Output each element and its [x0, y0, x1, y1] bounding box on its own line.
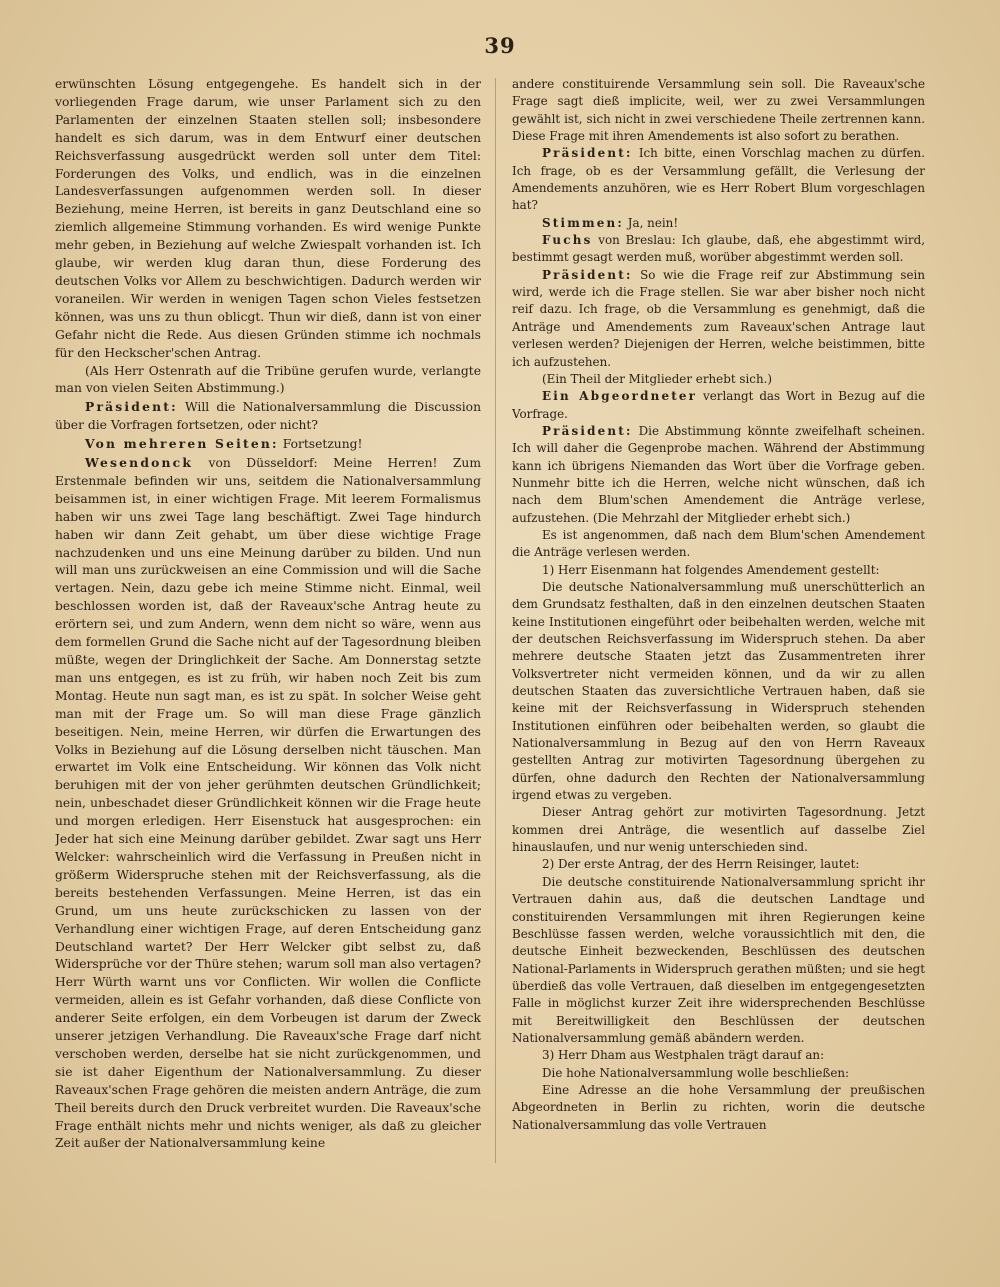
right-p-1	[512, 145, 925, 214]
speaker-name: Fuchs	[542, 233, 593, 248]
left-p-3	[55, 435, 481, 454]
speaker-name: Präsident:	[85, 399, 178, 415]
paragraph-text: So wie die Frage reif zur Abstimmung sein wird, werde ich die Frage stellen. Sie war aber bisher noch nicht reif dazu. Ich frage, ob die Versammlung es genehmigt, daß die Anträge und Amendements zum Raveaux'schen Antrage laut verlesen werden? Diejenigen der Herren, welche beistimmen, bitte ich aufzustehen.	[512, 267, 925, 369]
right-p-11	[512, 804, 925, 856]
paragraph-text: (Als Herr Ostenrath auf die Tribüne gerufen wurde, verlangte man von vielen Seiten Abstimmung.)	[55, 363, 481, 396]
paragraph-text: verlangt das Wort in Bezug auf die Vorfrage.	[512, 389, 925, 421]
column-divider	[495, 78, 496, 1163]
paragraph-text: (Ein Theil der Mitglieder erhebt sich.)	[542, 371, 773, 386]
right-p-2	[512, 215, 925, 232]
right-p-15	[512, 1065, 925, 1082]
right-p-13	[512, 874, 925, 1047]
right-p-16	[512, 1082, 925, 1134]
speaker-name: Ein Abgeordneter	[542, 389, 698, 404]
speaker-name: Wesendonck	[85, 455, 194, 471]
paragraph-text: Die hohe Nationalversammlung wolle beschließen:	[542, 1065, 850, 1080]
right-p-10	[512, 579, 925, 804]
left-p-2	[55, 398, 481, 435]
right-p-6	[512, 388, 925, 423]
speaker-name: Präsident:	[542, 267, 633, 282]
left-p-0	[55, 76, 481, 363]
paragraph-text: Will die Nationalversammlung die Discussion über die Vorfragen fortsetzen, oder nicht?	[55, 400, 481, 433]
speaker-name: Präsident:	[542, 423, 633, 438]
paragraph-text: Die Abstimmung könnte zweifelhaft scheinen. Ich will daher die Gegenprobe machen. Während der Abstimmung kann ich übrigens Niemanden das Wort über die Vorfrage geben. Nunmehr bitte ich die Herren, welche nicht wünschen, daß ich nach dem Blum'schen Amendement die Anträge verlese, aufzustehen. (Die Mehrzahl der Mitglieder erhebt sich.)	[512, 423, 925, 525]
paragraph-text: Es ist angenommen, daß nach dem Blum'schen Amendement die Anträge verlesen werden.	[512, 527, 925, 560]
right-p-3	[512, 232, 925, 267]
paragraph-text: 1) Herr Eisenmann hat folgendes Amendement gestellt:	[542, 562, 880, 577]
right-p-14	[512, 1047, 925, 1064]
speaker-name: Von mehreren Seiten:	[85, 436, 279, 452]
paragraph-text: von Düsseldorf: Meine Herren! Zum Erstenmale befinden wir uns, seitdem die Nationalversammlung beisammen ist, in einer wichtigen Frage. Mit leerem Formalismus haben wir uns zwei Tage lang beschäftigt. Zwei Tage hindurch haben wir dann Zeit gehabt, um über diese wichtige Frage nachzudenken und uns eine Meinung darüber zu bilden. Und nun will man uns zurückweisen an eine Commission und will die Sache vertagen. Nein, dazu gebe ich meine Stimme nicht. Einmal, weil beschlossen worden ist, daß der Raveaux'sche Antrag heute zu erörtern sei, und zum Andern, wenn dem nicht so wäre, wenn aus dem formellen Grund die Sache nicht auf der Tagesordnung bleiben müßte, wegen der Dringlichkeit der Sache. Am Donnerstag setzte man uns entgegen, es ist zu früh, wir haben noch Zeit bis zum Montag. Heute nun sagt man, es ist zu spät. In solcher Weise geht man mit der Frage um. So will man diese Frage gänzlich beseitigen. Nein, meine Herren, wir dürfen die Erwartungen des Volks in Beziehung auf die Lösung derselben nicht täuschen. Man erwartet im Volk eine Entscheidung. Wir können das Volk nicht beruhigen mit der von jeher gerühmten deutschen Gründlichkeit; nein, unbeschadet dieser Gründlichkeit können wir die Frage heute und morgen erledigen. Herr Eisenstuck hat ausgesprochen: ein Jeder hat sich eine Meinung darüber gebildet. Zwar sagt uns Herr Welcker: wahrscheinlich wird die Verfassung in Preußen nicht in größerm Widerspruche stehen mit der Reichsverfassung, als die bereits bestehenden Verfassungen. Meine Herren, ist das ein Grund, um uns heute zurückschicken zu lassen von der Verhandlung einer wichtigen Frage, auf deren Entscheidung ganz Deutschland wartet? Der Herr Welcker gibt selbst zu, daß Widersprüche vor der Thüre stehen; warum soll man also vertagen? Herr Würth warnt uns vor Conflicten. Wir wollen die Conflicte vermeiden, allein es ist Gefahr vorhanden, daß diese Conflicte von anderer Seite erfolgen, ein dem Vorbeugen ist darum der Zweck unserer jetzigen Verhandlung. Die Raveaux'sche Frage darf nicht verschoben werden, derselbe hat sie nicht zurückgenommen, und sie ist daher Eigenthum der Nationalversammlung. Zu dieser Raveaux'schen Frage gehören die meisten andern Anträge, die zum Theil bereits durch den Druck verbreitet wurden. Die Raveaux'sche Frage enthält nichts mehr und nichts weniger, als daß zu gleicher Zeit außer der Nationalversammlung keine	[55, 456, 481, 1151]
page-number: 39	[484, 33, 516, 58]
paragraph-text: Eine Adresse an die hohe Versammlung der preußischen Abgeordneten in Berlin zu richten, worin die deutsche Nationalversammlung das volle Vertrauen	[512, 1082, 925, 1132]
paragraph-text: andere constituirende Versammlung sein soll. Die Raveaux'sche Frage sagt dieß implicite, weil, wer zu zwei Versammlungen gewählt ist, sich nicht in zwei verschiedene Theile zertrennen kann. Diese Frage mit ihren Amendements ist also sofort zu berathen.	[512, 77, 925, 144]
right-p-4	[512, 267, 925, 371]
right-column	[512, 76, 925, 1176]
right-p-9	[512, 562, 925, 579]
right-p-8	[512, 527, 925, 562]
left-p-1	[55, 363, 481, 399]
paragraph-text: erwünschten Lösung entgegengehe. Es handelt sich in der vorliegenden Frage darum, wie unser Parlament sich zu den Parlamenten der einzelnen Staaten stellen soll; insbesondere handelt es sich darum, was in dem Entwurf einer deutschen Reichsverfassung ausgedrückt werden soll unter dem Titel: Forderungen des Volks, und endlich, was in die einzelnen Landesverfassungen aufgenommen werden soll. In dieser Beziehung, meine Herren, ist bereits in ganz Deutschland eine so ziemlich allgemeine Stimmung vorhanden. Es wird wenige Punkte mehr geben, in Beziehung auf welche Zwiespalt vorhanden ist. Ich glaube, wir werden klug daran thun, diese Forderung des deutschen Volks vor Allem zu beschwichtigen. Dadurch werden wir voraneilen. Wir werden in wenigen Tagen schon Vieles festsetzen können, was uns zu thun oblicgt. Thun wir dieß, dann ist von einer Gefahr nicht die Rede. Aus diesen Gründen stimme ich nochmals für den Heckscher'schen Antrag.	[55, 77, 481, 360]
right-p-0	[512, 76, 925, 145]
speaker-name: Präsident:	[542, 146, 633, 161]
paragraph-text: Fortsetzung!	[278, 437, 363, 452]
paragraph-text: Die deutsche constituirende Nationalversammlung spricht ihr Vertrauen dahin aus, daß die deutschen Landtage und constituirenden Versammlungen mit ihren Regierungen keine Beschlüsse fassen werden, welche voraussichtlich mit den, die deutsche Einheit bezweckenden, Beschlüssen des deutschen National-Parlaments in Widerspruch gerathen müßten; und sie hegt überdieß das volle Vertrauen, daß dieselben im entgegengesetzten Falle in möglichst kurzer Zeit ihre widersprechenden Beschlüsse mit Bereitwilligkeit den Beschlüssen der deutschen Nationalversammlung gemäß abändern werden.	[512, 874, 925, 1045]
right-p-5	[512, 371, 925, 388]
right-p-7	[512, 423, 925, 527]
paragraph-text: 3) Herr Dham aus Westphalen trägt darauf an:	[542, 1048, 825, 1063]
paragraph-text: Die deutsche Nationalversammlung muß unerschütterlich an dem Grundsatz festhalten, daß in den einzelnen deutschen Staaten keine Institutionen eingeführt oder beibehalten werden, welche mit der deutschen Reichsverfassung im Widerspruch stehen. Da aber mehrere deutsche Staaten jetzt das Zusammentreten ihrer Volksvertreter nicht vermeiden können, und da wir zu allen deutschen Staaten das zuversichtliche Vertrauen haben, daß sie keine mit der Reichsverfassung in Widerspruch stehenden Institutionen einführen oder beibehalten werden, so glaubt die Nationalversammlung in Bezug auf den von Herrn Raveaux gestellten Antrag zur motivirten Tagesordnung übergehen zu dürfen, ohne dadurch den Rechten der Nationalversammlung irgend etwas zu vergeben.	[512, 579, 925, 803]
paragraph-text: Ich bitte, einen Vorschlag machen zu dürfen. Ich frage, ob es der Versammlung gefällt, die Verlesung der Amendements anzuhören, wie es Herr Robert Blum vorgeschlagen hat?	[512, 146, 925, 213]
speaker-name: Stimmen:	[542, 215, 624, 230]
paragraph-text: Ja, nein!	[623, 215, 679, 230]
left-p-4	[55, 454, 481, 1153]
left-column	[55, 76, 481, 1176]
paragraph-text: 2) Der erste Antrag, der des Herrn Reisinger, lautet:	[542, 857, 860, 872]
right-p-12	[512, 856, 925, 873]
paragraph-text: von Breslau: Ich glaube, daß, ehe abgestimmt wird, bestimmt gesagt werden muß, worüber abgestimmt werden soll.	[512, 233, 925, 265]
paragraph-text: Dieser Antrag gehört zur motivirten Tagesordnung. Jetzt kommen drei Anträge, die wesentlich auf dasselbe Ziel hinauslaufen, und nur wenig unterschieden sind.	[512, 805, 925, 855]
